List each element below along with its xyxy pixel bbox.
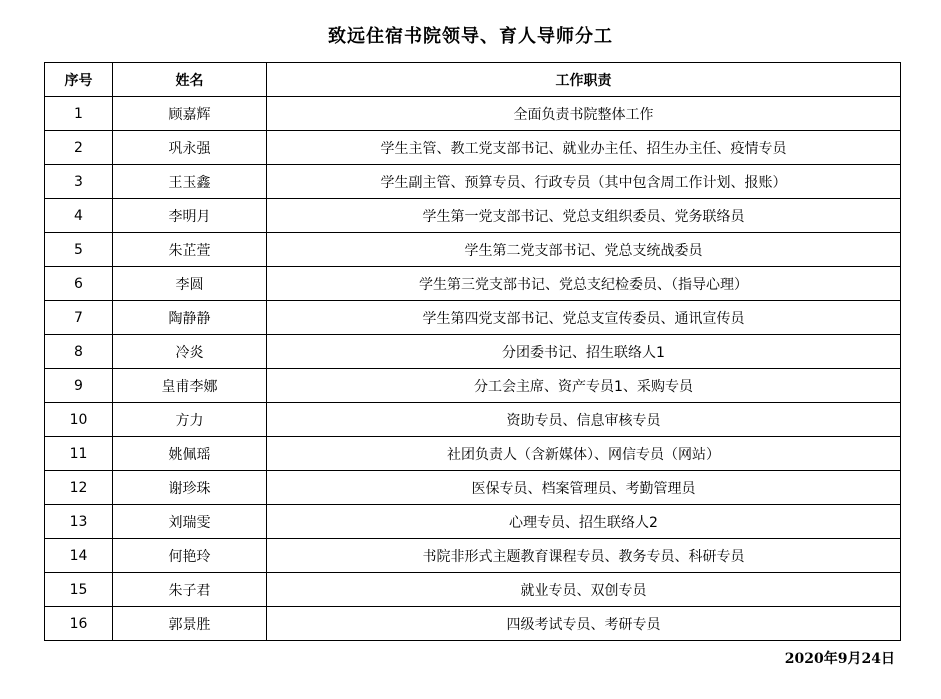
cell-duty: 学生副主管、预算专员、行政专员（其中包含周工作计划、报账） <box>267 165 901 199</box>
cell-no: 2 <box>45 131 113 165</box>
header-no: 序号 <box>45 63 113 97</box>
cell-no: 12 <box>45 471 113 505</box>
staff-duty-table <box>44 62 901 641</box>
cell-no: 13 <box>45 505 113 539</box>
cell-duty: 学生第四党支部书记、党总支宣传委员、通讯宣传员 <box>267 301 901 335</box>
table-header-row <box>45 63 901 97</box>
cell-duty: 学生第二党支部书记、党总支统战委员 <box>267 233 901 267</box>
table-row <box>45 97 901 131</box>
cell-duty: 心理专员、招生联络人2 <box>267 505 901 539</box>
cell-no: 16 <box>45 607 113 641</box>
cell-name: 冷炎 <box>113 335 267 369</box>
cell-name: 皇甫李娜 <box>113 369 267 403</box>
table-row <box>45 403 901 437</box>
cell-no: 11 <box>45 437 113 471</box>
cell-name: 李明月 <box>113 199 267 233</box>
cell-no: 9 <box>45 369 113 403</box>
cell-duty: 全面负责书院整体工作 <box>267 97 901 131</box>
cell-name: 李圆 <box>113 267 267 301</box>
cell-duty: 学生主管、教工党支部书记、就业办主任、招生办主任、疫情专员 <box>267 131 901 165</box>
table-row <box>45 335 901 369</box>
table-row <box>45 505 901 539</box>
table-row <box>45 369 901 403</box>
cell-no: 4 <box>45 199 113 233</box>
cell-name: 郭景胜 <box>113 607 267 641</box>
cell-name: 刘瑞雯 <box>113 505 267 539</box>
cell-no: 10 <box>45 403 113 437</box>
cell-duty: 分团委书记、招生联络人1 <box>267 335 901 369</box>
cell-no: 8 <box>45 335 113 369</box>
cell-no: 1 <box>45 97 113 131</box>
table-row <box>45 131 901 165</box>
cell-name: 何艳玲 <box>113 539 267 573</box>
cell-duty: 社团负责人（含新媒体）、网信专员（网站） <box>267 437 901 471</box>
header-name: 姓名 <box>113 63 267 97</box>
cell-no: 7 <box>45 301 113 335</box>
cell-no: 6 <box>45 267 113 301</box>
table-row <box>45 539 901 573</box>
cell-duty: 医保专员、档案管理员、考勤管理员 <box>267 471 901 505</box>
table-row <box>45 165 901 199</box>
table-row <box>45 607 901 641</box>
cell-name: 王玉鑫 <box>113 165 267 199</box>
cell-name: 顾嘉辉 <box>113 97 267 131</box>
cell-duty: 书院非形式主题教育课程专员、教务专员、科研专员 <box>267 539 901 573</box>
table-row <box>45 233 901 267</box>
cell-name: 巩永强 <box>113 131 267 165</box>
cell-duty: 资助专员、信息审核专员 <box>267 403 901 437</box>
table-row <box>45 471 901 505</box>
cell-name: 陶静静 <box>113 301 267 335</box>
header-duty: 工作职责 <box>267 63 901 97</box>
cell-no: 3 <box>45 165 113 199</box>
cell-duty: 四级考试专员、考研专员 <box>267 607 901 641</box>
cell-duty: 学生第三党支部书记、党总支纪检委员、（指导心理） <box>267 267 901 301</box>
document-date: 2020年9月24日 <box>784 651 895 667</box>
table-row <box>45 301 901 335</box>
cell-no: 14 <box>45 539 113 573</box>
page-title: 致远住宿书院领导、育人导师分工 <box>328 26 613 47</box>
cell-duty: 就业专员、双创专员 <box>267 573 901 607</box>
cell-duty: 分工会主席、资产专员1、采购专员 <box>267 369 901 403</box>
cell-name: 朱芷萱 <box>113 233 267 267</box>
cell-name: 姚佩瑶 <box>113 437 267 471</box>
table-row <box>45 437 901 471</box>
cell-no: 15 <box>45 573 113 607</box>
cell-duty: 学生第一党支部书记、党总支组织委员、党务联络员 <box>267 199 901 233</box>
cell-name: 谢珍珠 <box>113 471 267 505</box>
table-row <box>45 267 901 301</box>
table-row <box>45 199 901 233</box>
cell-name: 方力 <box>113 403 267 437</box>
cell-no: 5 <box>45 233 113 267</box>
table-row <box>45 573 901 607</box>
cell-name: 朱子君 <box>113 573 267 607</box>
